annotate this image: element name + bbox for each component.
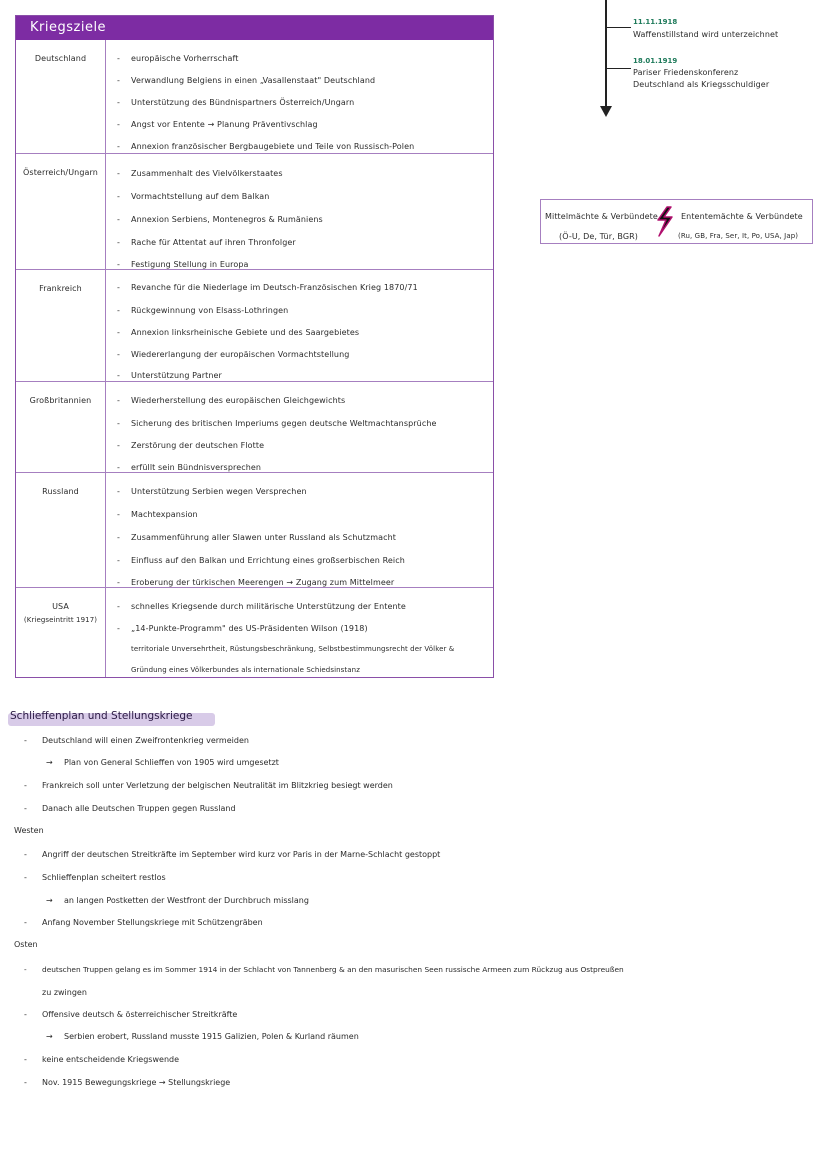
note-line: - Schlieffenplan scheitert restlos bbox=[24, 873, 166, 882]
alliance-left-members: (Ö-U, De, Tür, BGR) bbox=[559, 232, 638, 241]
country-label: Russland bbox=[42, 487, 79, 496]
note-line: - Anfang November Stellungskriege mit Schützengräben bbox=[24, 918, 263, 927]
timeline-event: Deutschland als Kriegsschuldiger bbox=[633, 80, 770, 89]
note-line: - Angriff der deutschen Streitkräfte im September wird kurz vor Paris in der Marne-Schlacht gestoppt bbox=[24, 850, 441, 859]
lightning-icon bbox=[653, 206, 677, 238]
list-item: - Zusammenführung aller Slawen unter Russland als Schutzmacht bbox=[117, 533, 397, 542]
list-item: territoriale Unversehrtheit, Rüstungsbeschränkung, Selbstbestimmungsrecht der Völker & bbox=[131, 645, 455, 653]
note-line: zu zwingen bbox=[42, 988, 87, 997]
note-line: - deutschen Truppen gelang es im Sommer 1914 in der Schlacht von Tannenberg & an den masurischen Seen russische Armeen zum Rückzug aus Ostpreußen bbox=[24, 965, 624, 974]
table-row bbox=[16, 269, 493, 381]
alliance-box bbox=[540, 199, 813, 244]
note-line: - Danach alle Deutschen Truppen gegen Russland bbox=[24, 804, 236, 813]
list-item: Gründung eines Völkerbundes als internationale Schiedsinstanz bbox=[131, 666, 360, 674]
list-item: - Unterstützung Serbien wegen Versprechen bbox=[117, 487, 307, 496]
alliance-left-label: Mittelmächte & Verbündete bbox=[545, 212, 658, 221]
timeline-tick bbox=[605, 27, 631, 28]
alliance-right-label: Ententemächte & Verbündete bbox=[681, 212, 803, 221]
list-item: - Annexion linksrheinische Gebiete und des Saargebietes bbox=[117, 328, 360, 337]
list-item: - Revanche für die Niederlage im Deutsch-Französischen Krieg 1870/71 bbox=[117, 283, 418, 292]
note-line: - Nov. 1915 Bewegungskriege → Stellungskriege bbox=[24, 1078, 231, 1087]
country-label: Österreich/Ungarn bbox=[23, 168, 98, 177]
country-sublabel: (Kriegseintritt 1917) bbox=[23, 616, 98, 624]
section-heading bbox=[8, 710, 192, 722]
list-item: - Sicherung des britischen Imperiums gegen deutsche Weltmachtansprüche bbox=[117, 419, 437, 428]
country-label: Frankreich bbox=[39, 284, 82, 293]
country-label: Großbritannien bbox=[29, 396, 92, 405]
section-title: Schlieffenplan und Stellungskriege bbox=[10, 710, 193, 722]
note-subheading: Osten bbox=[14, 940, 38, 949]
note-line: → Plan von General Schlieffen von 1905 wird umgesetzt bbox=[46, 758, 279, 767]
timeline-line bbox=[605, 0, 607, 108]
table-row bbox=[16, 472, 493, 587]
table-row bbox=[16, 153, 493, 269]
list-item: - „14-Punkte-Programm" des US-Präsidenten Wilson (1918) bbox=[117, 624, 368, 633]
timeline-event: Pariser Friedenskonferenz bbox=[633, 68, 739, 77]
alliance-right-members: (Ru, GB, Fra, Ser, It, Po, USA, Jap) bbox=[678, 232, 799, 240]
list-item: - Zerstörung der deutschen Flotte bbox=[117, 441, 265, 450]
list-item: - Annexion französischer Bergbaugebiete und Teile von Russisch-Polen bbox=[117, 142, 415, 151]
list-item: - Rache für Attentat auf ihren Thronfolger bbox=[117, 238, 296, 247]
note-line: - Deutschland will einen Zweifrontenkrieg vermeiden bbox=[24, 736, 249, 745]
timeline-date: 11.11.1918 bbox=[633, 18, 678, 26]
note-line: - Frankreich soll unter Verletzung der belgischen Neutralität im Blitzkrieg besiegt werden bbox=[24, 781, 393, 790]
country-label: USA (Kriegseintritt 1917) bbox=[16, 602, 105, 624]
country-label: Deutschland bbox=[34, 54, 87, 63]
timeline-event: Waffenstillstand wird unterzeichnet bbox=[633, 30, 779, 39]
note-line: - keine entscheidende Kriegswende bbox=[24, 1055, 180, 1064]
list-item: - Festigung Stellung in Europa bbox=[117, 260, 249, 269]
note-line: → an langen Postketten der Westfront der Durchbruch misslang bbox=[46, 896, 309, 905]
list-item: - Wiederherstellung des europäischen Gleichgewichts bbox=[117, 396, 346, 405]
list-item: - Annexion Serbiens, Montenegros & Rumäniens bbox=[117, 215, 323, 224]
list-item: - europäische Vorherrschaft bbox=[117, 54, 239, 63]
table-row bbox=[16, 40, 493, 153]
note-line: → Serbien erobert, Russland musste 1915 Galizien, Polen & Kurland räumen bbox=[46, 1032, 359, 1041]
list-item: - Eroberung der türkischen Meerengen → Zugang zum Mittelmeer bbox=[117, 578, 395, 587]
timeline-arrow-icon bbox=[600, 106, 612, 117]
list-item: - Zusammenhalt des Vielvölkerstaates bbox=[117, 169, 283, 178]
timeline-date: 18.01.1919 bbox=[633, 57, 678, 65]
list-item: - Vormachtstellung auf dem Balkan bbox=[117, 192, 270, 201]
note-line: - Offensive deutsch & österreichischer Streitkräfte bbox=[24, 1010, 238, 1019]
table-header bbox=[16, 16, 493, 40]
table-row bbox=[16, 587, 493, 677]
list-item: - Wiedererlangung der europäischen Vormachtstellung bbox=[117, 350, 350, 359]
list-item: - Angst vor Entente → Planung Präventivschlag bbox=[117, 120, 318, 129]
note-subheading: Westen bbox=[14, 826, 44, 835]
timeline-tick bbox=[605, 68, 631, 69]
list-item: - Einfluss auf den Balkan und Errichtung eines großserbischen Reich bbox=[117, 556, 405, 565]
list-item: - schnelles Kriegsende durch militärische Unterstützung der Entente bbox=[117, 602, 406, 611]
table-row bbox=[16, 381, 493, 472]
list-item: - Unterstützung des Bündnispartners Österreich/Ungarn bbox=[117, 98, 355, 107]
list-item: - Verwandlung Belgiens in einen „Vasallenstaat" Deutschland bbox=[117, 76, 376, 85]
table-title: Kriegsziele bbox=[30, 20, 107, 35]
list-item: - Unterstützung Partner bbox=[117, 371, 222, 380]
list-item: - erfüllt sein Bündnisversprechen bbox=[117, 463, 262, 472]
list-item: - Rückgewinnung von Elsass-Lothringen bbox=[117, 306, 289, 315]
list-item: - Machtexpansion bbox=[117, 510, 198, 519]
kriegsziele-table bbox=[15, 15, 494, 678]
